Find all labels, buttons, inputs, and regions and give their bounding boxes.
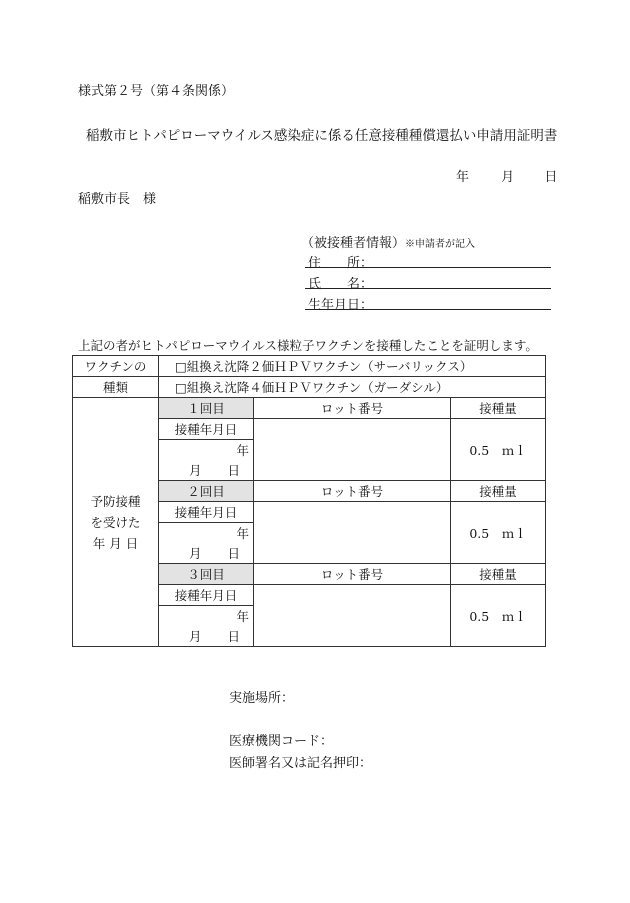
location-label: 実施場所： [229,691,295,706]
dose-3-amount-header: 接種量 [451,564,546,585]
date-month-label: 月 [501,170,515,185]
dose-2-lot-header: ロット番号 [254,481,451,502]
dose-1-month-day[interactable] [159,460,254,481]
date-day-label: 日 [544,170,558,185]
dose-3-year[interactable]: 年 [159,606,254,627]
dose-2-amount: 0.5 ｍｌ [451,502,546,564]
dose-2-year[interactable]: 年 [159,523,254,544]
vaccine-option-gardasil[interactable]: □組換え沈降４価ＨＰＶワクチン（ガーダシル） [159,377,546,398]
vaccine-label-2: 種類 [73,377,159,398]
doctor-signature-label: 医師署名又は記名押印： [229,756,373,771]
dose-3-lot-header: ロット番号 [254,564,451,585]
address-label: 住 所： [308,256,374,271]
dose-2-amount-header: 接種量 [451,481,546,502]
dose-1-header [73,398,546,419]
vaccine-option-cervarix[interactable]: □組換え沈降２価ＨＰＶワクチン（サーバリックス） [159,356,546,377]
dose-3-month: 月 [189,629,202,644]
name-underline [305,288,551,289]
dose-1-lot-header: ロット番号 [254,398,451,419]
dose-3-lot-value[interactable] [254,585,451,647]
dose-1-amount-header: 接種量 [451,398,546,419]
certificate-table [72,355,546,647]
dose-2-day: 日 [227,546,241,561]
vaccine-label-1: ワクチンの [73,356,159,377]
dose-2-lot-value[interactable] [254,502,451,564]
institution-code-label: 医療機関コード： [229,734,334,749]
birthdate-underline [305,309,551,310]
dose-label-line3: 年 月 日 [92,535,139,551]
patient-info-heading [301,232,475,251]
dose-1-lot-value[interactable] [254,419,451,481]
dose-2-month-day[interactable] [159,543,254,564]
birthdate-label: 生年月日： [308,298,374,313]
dose-2-date-label: 接種年月日 [159,502,254,523]
vaccine-row-2 [73,377,546,398]
dose-3-month-day[interactable] [159,626,254,647]
name-label: 氏 名： [308,277,374,292]
dose-1-day: 日 [227,463,241,478]
dose-section-label [73,398,159,647]
dose-3-date-label: 接種年月日 [159,585,254,606]
addressee: 稲敷市長 様 [78,192,157,207]
dose-1-number: １回目 [159,398,254,419]
page-title: 稲敷市ヒトパピローマウイルス感染症に係る任意接種種償還払い申請用証明書 [86,128,558,144]
dose-label-line1: 予防接種 [90,493,141,509]
dose-1-year[interactable]: 年 [159,440,254,461]
date-line [456,166,558,185]
dose-2-number: ２回目 [159,481,254,502]
patient-info-note: ※申請者が記入 [405,239,476,250]
certification-text: 上記の者がヒトパピローマウイルス様粒子ワクチンを接種したことを証明します。 [78,338,538,353]
dose-3-amount: 0.5 ｍｌ [451,585,546,647]
dose-1-month: 月 [189,463,202,478]
dose-3-day: 日 [227,629,241,644]
form-number: 様式第２号（第４条関係） [78,84,235,99]
dose-1-date-label: 接種年月日 [159,419,254,440]
dose-2-month: 月 [189,546,202,561]
dose-label-line2: を受けた [90,514,141,530]
dose-3-number: ３回目 [159,564,254,585]
patient-info-title: （被接種者情報） [301,236,406,251]
date-year-label: 年 [456,170,470,185]
vaccine-row-1 [73,356,546,377]
address-underline [305,267,551,268]
dose-1-amount: 0.5 ｍｌ [451,419,546,481]
